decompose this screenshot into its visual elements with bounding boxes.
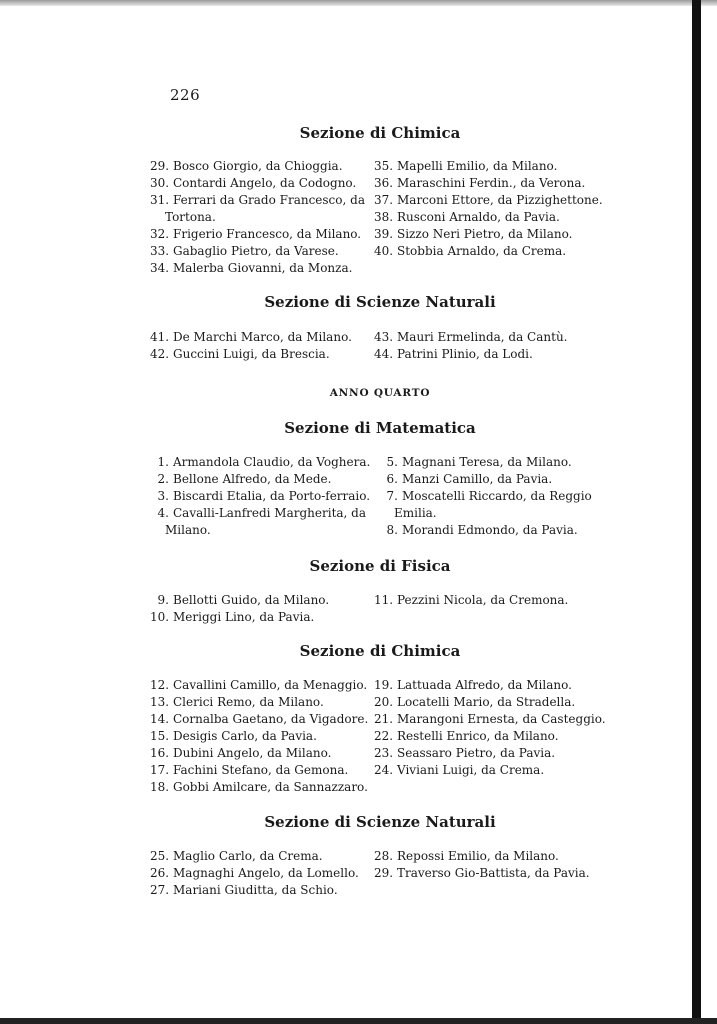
item-text: Mariani Giuditta, da Schio.	[173, 883, 338, 897]
item-text: Traverso Gio-Battista, da Pavia.	[397, 866, 590, 880]
item-text: Armandola Claudio, da Voghera.	[173, 455, 371, 469]
scan-top-edge	[0, 0, 717, 6]
scan-bottom-edge	[0, 1018, 717, 1024]
page-number: 226	[170, 86, 201, 104]
list-item	[374, 226, 603, 243]
list-item	[374, 346, 567, 363]
item-text: Magnaghi Angelo, da Lomello.	[173, 866, 359, 880]
list-item	[150, 762, 368, 779]
item-number: 37.	[374, 193, 394, 207]
item-text: Bellone Alfredo, da Mede.	[173, 472, 332, 486]
item-number: 6.	[386, 472, 398, 486]
list-item	[150, 260, 365, 277]
item-number: 32.	[150, 227, 170, 241]
list-item	[150, 471, 370, 488]
item-text: Contardi Angelo, da Codogno.	[173, 176, 357, 190]
item-text: Gobbi Amilcare, da Sannazzaro.	[173, 780, 368, 794]
list-item	[379, 522, 592, 539]
item-number: 2.	[157, 472, 169, 486]
item-number: 26.	[150, 866, 170, 880]
item-number: 44.	[374, 347, 394, 361]
item-number: 10.	[150, 610, 170, 624]
item-number: 43.	[374, 330, 394, 344]
list-item	[374, 243, 603, 260]
item-text: Moscatelli Riccardo, da Reggio	[402, 489, 592, 503]
item-text-continuation: Emilia.	[394, 506, 437, 520]
list-item	[150, 175, 365, 192]
section-title-scienze-naturali: Sezione di Scienze Naturali	[264, 293, 496, 311]
list-item	[150, 346, 352, 363]
item-text: Restelli Enrico, da Milano.	[397, 729, 559, 743]
item-text: Marconi Ettore, da Pizzighettone.	[397, 193, 603, 207]
item-number: 39.	[374, 227, 394, 241]
list-item	[374, 329, 567, 346]
list-item	[150, 694, 368, 711]
item-text: Marangoni Ernesta, da Casteggio.	[397, 712, 606, 726]
item-text: Pezzini Nicola, da Cremona.	[397, 593, 569, 607]
section-title-matematica: Sezione di Matematica	[284, 419, 476, 437]
item-number: 9.	[157, 593, 169, 607]
item-text: Malerba Giovanni, da Monza.	[173, 261, 353, 275]
list-item	[374, 192, 603, 209]
year-heading: ANNO QUARTO	[329, 387, 431, 399]
item-number: 5.	[386, 455, 398, 469]
item-text: Maraschini Ferdin., da Verona.	[397, 176, 586, 190]
section-title-chimica: Sezione di Chimica	[299, 124, 461, 142]
item-number: 7.	[386, 489, 398, 503]
item-number: 20.	[374, 695, 394, 709]
list-item	[374, 848, 590, 865]
list-left	[150, 329, 352, 363]
item-text: Magnani Teresa, da Milano.	[402, 455, 572, 469]
list-item	[150, 158, 365, 175]
section-title-chimica: Sezione di Chimica	[299, 642, 461, 660]
item-text: Bellotti Guido, da Milano.	[173, 593, 330, 607]
list-item	[374, 711, 606, 728]
list-item	[374, 209, 603, 226]
item-number: 3.	[157, 489, 169, 503]
list-item	[150, 243, 365, 260]
list-item	[150, 505, 370, 539]
item-number: 12.	[150, 678, 170, 692]
item-number: 36.	[374, 176, 394, 190]
item-number: 8.	[386, 523, 398, 537]
list-item	[374, 158, 603, 175]
list-item	[379, 454, 592, 471]
list-left	[150, 848, 359, 899]
item-text: Biscardi Etalia, da Porto-ferraio.	[173, 489, 371, 503]
item-text: Gabaglio Pietro, da Varese.	[173, 244, 339, 258]
list-item	[150, 677, 368, 694]
item-text: Fachini Stefano, da Gemona.	[173, 763, 349, 777]
item-text: Manzi Camillo, da Pavia.	[402, 472, 553, 486]
list-item	[150, 454, 370, 471]
section-title-fisica: Sezione di Fisica	[309, 557, 451, 575]
list-item	[374, 175, 603, 192]
list-item	[374, 694, 606, 711]
item-number: 24.	[374, 763, 394, 777]
list-right	[374, 677, 606, 779]
item-number: 18.	[150, 780, 170, 794]
section-title-scienze-naturali: Sezione di Scienze Naturali	[264, 813, 496, 831]
list-item	[150, 329, 352, 346]
item-number: 35.	[374, 159, 394, 173]
item-text: Maglio Carlo, da Crema.	[173, 849, 323, 863]
item-text: Cavalli-Lanfredi Margherita, da	[173, 506, 367, 520]
list-item	[150, 882, 359, 899]
item-number: 29.	[150, 159, 170, 173]
item-text: Dubini Angelo, da Milano.	[173, 746, 332, 760]
list-item	[150, 745, 368, 762]
item-number: 14.	[150, 712, 170, 726]
list-item	[374, 762, 606, 779]
item-text: Cavallini Camillo, da Menaggio.	[173, 678, 368, 692]
item-text-continuation: Milano.	[165, 523, 211, 537]
list-item	[374, 592, 568, 609]
list-item	[150, 226, 365, 243]
item-text: Viviani Luigi, da Crema.	[397, 763, 545, 777]
list-left	[150, 677, 368, 796]
item-text-continuation: Tortona.	[165, 210, 216, 224]
list-right	[374, 592, 568, 609]
list-left	[150, 454, 370, 539]
item-text: Locatelli Mario, da Stradella.	[397, 695, 576, 709]
list-left	[150, 158, 365, 277]
item-number: 28.	[374, 849, 394, 863]
item-number: 29.	[374, 866, 394, 880]
list-right	[374, 158, 603, 260]
item-number: 25.	[150, 849, 170, 863]
page-binding-edge	[692, 0, 701, 1024]
item-text: De Marchi Marco, da Milano.	[173, 330, 352, 344]
list-item	[150, 865, 359, 882]
item-number: 15.	[150, 729, 170, 743]
list-item	[374, 677, 606, 694]
item-number: 42.	[150, 347, 170, 361]
item-text: Seassaro Pietro, da Pavia.	[397, 746, 556, 760]
item-text: Patrini Plinio, da Lodi.	[397, 347, 533, 361]
item-text: Clerici Remo, da Milano.	[173, 695, 324, 709]
list-item	[150, 488, 370, 505]
item-text: Ferrari da Grado Francesco, da	[173, 193, 365, 207]
item-number: 41.	[150, 330, 170, 344]
item-number: 22.	[374, 729, 394, 743]
item-text: Guccini Luigi, da Brescia.	[173, 347, 330, 361]
item-number: 30.	[150, 176, 170, 190]
item-text: Repossi Emilio, da Milano.	[397, 849, 559, 863]
list-item	[374, 728, 606, 745]
item-text: Cornalba Gaetano, da Vigadore.	[173, 712, 369, 726]
item-text: Sizzo Neri Pietro, da Milano.	[397, 227, 573, 241]
list-item	[150, 192, 365, 226]
item-text: Morandi Edmondo, da Pavia.	[402, 523, 578, 537]
item-number: 13.	[150, 695, 170, 709]
item-number: 11.	[374, 593, 394, 607]
item-text: Mauri Ermelinda, da Cantù.	[397, 330, 568, 344]
item-number: 31.	[150, 193, 170, 207]
list-right	[374, 329, 567, 363]
item-number: 38.	[374, 210, 394, 224]
item-number: 33.	[150, 244, 170, 258]
list-item	[379, 471, 592, 488]
item-number: 17.	[150, 763, 170, 777]
list-item	[150, 711, 368, 728]
item-number: 16.	[150, 746, 170, 760]
item-text: Mapelli Emilio, da Milano.	[397, 159, 558, 173]
item-number: 34.	[150, 261, 170, 275]
list-right	[374, 848, 590, 882]
list-item	[150, 848, 359, 865]
item-number: 4.	[157, 506, 169, 520]
item-text: Desigis Carlo, da Pavia.	[173, 729, 317, 743]
item-number: 27.	[150, 883, 170, 897]
list-item	[374, 745, 606, 762]
list-left	[150, 592, 329, 626]
item-text: Stobbia Arnaldo, da Crema.	[397, 244, 567, 258]
list-item	[374, 865, 590, 882]
list-item	[150, 609, 329, 626]
item-number: 40.	[374, 244, 394, 258]
item-text: Meriggi Lino, da Pavia.	[173, 610, 315, 624]
list-item	[150, 779, 368, 796]
list-item	[150, 592, 329, 609]
item-text: Frigerio Francesco, da Milano.	[173, 227, 362, 241]
item-text: Rusconi Arnaldo, da Pavia.	[397, 210, 560, 224]
item-number: 21.	[374, 712, 394, 726]
list-item	[379, 488, 592, 522]
item-text: Bosco Giorgio, da Chioggia.	[173, 159, 343, 173]
list-right	[379, 454, 592, 539]
item-number: 23.	[374, 746, 394, 760]
item-number: 19.	[374, 678, 394, 692]
item-text: Lattuada Alfredo, da Milano.	[397, 678, 572, 692]
item-number: 1.	[157, 455, 169, 469]
list-item	[150, 728, 368, 745]
